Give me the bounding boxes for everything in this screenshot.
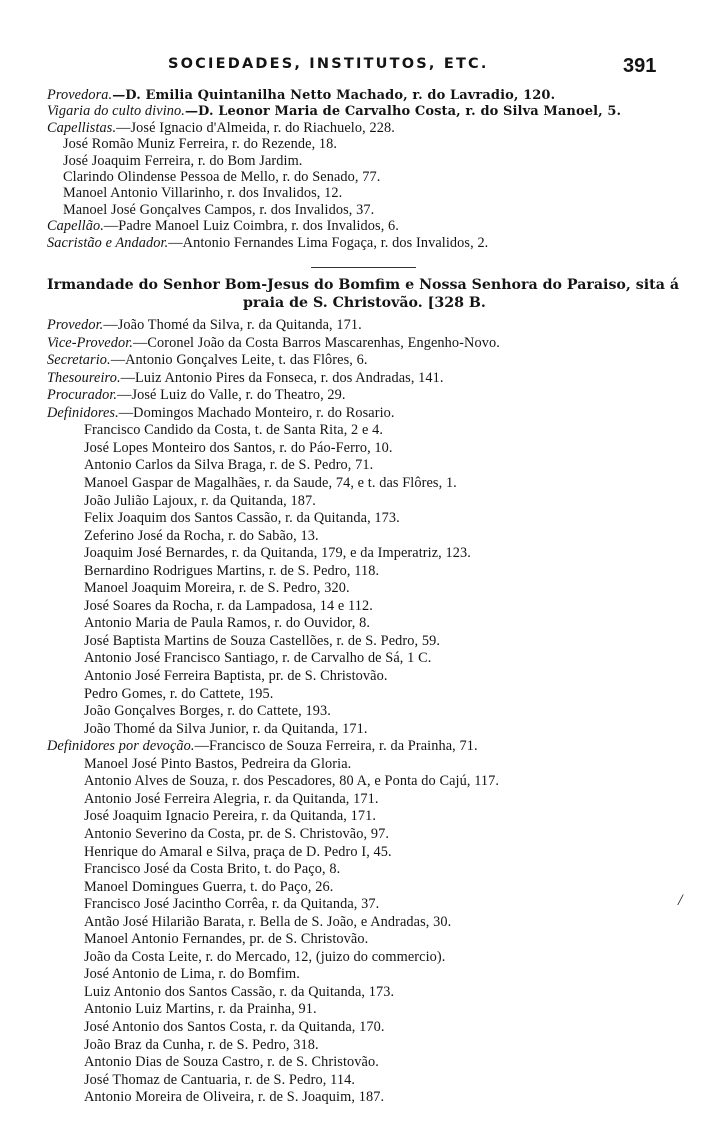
- entry-text: Joaquim José Bernardes, r. da Quitanda, 179, e da Imperatriz, 123.: [84, 545, 471, 562]
- entry-text: Francisco José Jacintho Corrêa, r. da Quitanda, 37.: [84, 896, 380, 913]
- entry-line: [84, 772, 499, 790]
- entry-role: Definidores por devoção.: [47, 738, 195, 755]
- entry-line: [84, 1036, 319, 1054]
- entry-text: —Luiz Antonio Pires da Fonseca, r. dos Andradas, 141.: [120, 369, 444, 386]
- entry-line: [84, 439, 393, 457]
- entry-line: [47, 119, 395, 137]
- entry-line: [84, 649, 431, 667]
- entry-line: [84, 1053, 379, 1071]
- entry-line: [84, 685, 273, 703]
- entry-line: [84, 632, 440, 650]
- entry-line: [47, 316, 362, 334]
- entry-line: [84, 790, 379, 808]
- entry-text: Clarindo Olindense Pessoa de Mello, r. do Senado, 77.: [63, 169, 381, 185]
- entry-text: Antonio José Francisco Santiago, r. de Carvalho de Sá, 1 C.: [84, 650, 432, 667]
- entry-text: João Gonçalves Borges, r. do Cattete, 193.: [84, 703, 331, 720]
- entry-text: —José Luiz do Valle, r. do Theatro, 29.: [117, 387, 346, 404]
- entry-line: [47, 351, 368, 369]
- entry-line: [84, 614, 370, 632]
- entry-text: —Antonio Gonçalves Leite, t. das Flôres, 6.: [110, 352, 368, 369]
- entry-role: Vice-Provedor.: [47, 334, 133, 351]
- entry-line: [63, 184, 342, 202]
- entry-text: Luiz Antonio dos Santos Cassão, r. da Quitanda, 173.: [84, 983, 395, 1000]
- entry-line: [84, 843, 392, 861]
- entry-text: Manoel José Pinto Bastos, Pedreira da Gloria.: [84, 755, 352, 772]
- entry-line: [47, 369, 444, 387]
- entry-text: —D. Emilia Quintanilha Netto Machado, r. do Lavradio, 120.: [112, 88, 556, 103]
- entry-text: João Thomé da Silva Junior, r. da Quitanda, 171.: [84, 720, 368, 737]
- entry-text: José Romão Muniz Ferreira, r. do Rezende, 18.: [63, 136, 338, 153]
- entry-line: [84, 1071, 355, 1089]
- entry-text: José Baptista Martins de Souza Castellões, r. de S. Pedro, 59.: [84, 632, 441, 649]
- entry-line: [84, 527, 319, 545]
- entry-text: Felix Joaquim dos Santos Cassão, r. da Quitanda, 173.: [84, 510, 400, 527]
- entry-line: [84, 983, 394, 1001]
- entry-line: [84, 667, 388, 685]
- entry-text: Antonio José Ferreira Baptista, pr. de S. Christovão.: [84, 668, 388, 684]
- entry-role: Provedora.: [47, 87, 113, 103]
- entry-line: [84, 579, 350, 597]
- entry-text: João Julião Lajoux, r. da Quitanda, 187.: [84, 492, 316, 509]
- entry-text: José Antonio de Lima, r. do Bomfim.: [84, 966, 300, 983]
- entry-text: Antonio Dias de Souza Castro, r. de S. Christovão.: [84, 1054, 379, 1071]
- entry-text: José Joaquim Ferreira, r. do Bom Jardim.: [63, 152, 303, 169]
- entry-line: [47, 217, 399, 235]
- entry-line: [63, 135, 337, 153]
- entry-text: Antonio Carlos da Silva Braga, r. de S. Pedro, 71.: [84, 457, 374, 474]
- entry-text: João da Costa Leite, r. do Mercado, 12, (juizo do commercio).: [84, 948, 446, 965]
- entry-role: Secretario.: [47, 352, 111, 369]
- page-number: 391: [623, 55, 657, 77]
- entry-text: Antonio Moreira de Oliveira, r. de S. Joaquim, 187.: [84, 1089, 385, 1106]
- margin-mark: /: [678, 892, 683, 909]
- entry-text: —Padre Manoel Luiz Coimbra, r. dos Invalidos, 6.: [103, 218, 399, 235]
- entry-text: Pedro Gomes, r. do Cattete, 195.: [84, 685, 274, 702]
- entry-text: Henrique do Amaral e Silva, praça de D. Pedro I, 45.: [84, 843, 392, 860]
- entry-text: José Thomaz de Cantuaria, r. de S. Pedro, 114.: [84, 1071, 356, 1088]
- entry-role: Capellão.: [47, 218, 104, 235]
- section-2-title-line2: praia de S. Christovão. [328 B.: [243, 295, 486, 311]
- entry-text: Manoel Antonio Villarinho, r. dos Invalidos, 12.: [63, 185, 343, 202]
- entry-text: Francisco Candido da Costa, t. de Santa Rita, 2 e 4.: [84, 422, 384, 439]
- entry-text: João Braz da Cunha, r. de S. Pedro, 318.: [84, 1036, 319, 1053]
- running-header: SOCIEDADES, INSTITUTOS, ETC.: [168, 56, 489, 72]
- entry-line: [47, 234, 488, 252]
- entry-text: Antão José Hilarião Barata, r. Bella de S. João, e Andradas, 30.: [84, 913, 452, 930]
- entry-role: Procurador.: [47, 387, 118, 404]
- entry-role: Provedor.: [47, 317, 104, 333]
- entry-text: —Domingos Machado Monteiro, r. do Rosario.: [118, 404, 395, 421]
- entry-text: José Soares da Rocha, r. da Lampadosa, 14 e 112.: [84, 597, 373, 614]
- entry-text: Manoel Domingues Guerra, t. do Paço, 26.: [84, 878, 334, 895]
- entry-line: [84, 913, 451, 931]
- entry-text: José Joaquim Ignacio Pereira, r. da Quitanda, 171.: [84, 808, 377, 825]
- entry-line: [84, 456, 373, 474]
- entry-text: Zeferino José da Rocha, r. do Sabão, 13.: [84, 527, 319, 544]
- entry-text: —José Ignacio d'Almeida, r. do Riachuelo, 228.: [116, 119, 395, 136]
- entry-text: Manoel José Gonçalves Campos, r. dos Invalidos, 37.: [63, 201, 375, 218]
- entry-line: [84, 930, 368, 948]
- entry-line: [84, 421, 383, 439]
- entry-line: [63, 152, 302, 170]
- section-2-title-line1: Irmandade do Senhor Bom-Jesus do Bomfim e Nossa Senhora do Paraiso, sita á: [47, 277, 680, 293]
- entry-line: [84, 562, 379, 580]
- entry-line: [63, 201, 374, 219]
- entry-text: —Antonio Fernandes Lima Fogaça, r. dos Invalidos, 2.: [168, 234, 489, 251]
- entry-line: [47, 737, 478, 755]
- entry-text: Antonio José Ferreira Alegria, r. da Quitanda, 171.: [84, 790, 379, 807]
- entry-line: [84, 755, 351, 773]
- entry-line: [84, 1000, 317, 1018]
- entry-role: Sacristão e Andador.: [47, 234, 169, 251]
- entry-text: —Francisco de Souza Ferreira, r. da Prainha, 71.: [194, 738, 478, 755]
- entry-line: [84, 807, 376, 825]
- entry-line: [84, 702, 331, 720]
- entry-role: Vigaria do culto divino.: [47, 103, 185, 120]
- entry-role: Capellistas.: [47, 119, 117, 136]
- entry-text: —Coronel João da Costa Barros Mascarenhas, Engenho-Novo.: [132, 334, 500, 351]
- entry-line: [84, 720, 368, 738]
- entry-text: Antonio Severino da Costa, pr. de S. Christovão, 97.: [84, 825, 390, 842]
- entry-line: [84, 492, 316, 510]
- entry-line: [47, 86, 555, 104]
- entry-text: Francisco José da Costa Brito, t. do Paço, 8.: [84, 861, 341, 878]
- entry-line: [84, 965, 300, 983]
- entry-line: [84, 1018, 385, 1036]
- entry-text: José Lopes Monteiro dos Santos, r. do Páo-Ferro, 10.: [84, 439, 393, 456]
- section-divider: [311, 267, 416, 268]
- entry-role: Definidores.: [47, 404, 119, 421]
- entry-line: [84, 1088, 384, 1106]
- entry-text: Manoel Gaspar de Magalhães, r. da Saude, 74, e t. das Flôres, 1.: [84, 474, 457, 491]
- entry-line: [47, 404, 395, 422]
- entry-line: [84, 544, 471, 562]
- entry-role: Thesoureiro.: [47, 369, 121, 386]
- entry-line: [84, 825, 389, 843]
- entry-line: [47, 386, 346, 404]
- entry-line: [84, 597, 373, 615]
- entry-text: Manoel Joaquim Moreira, r. de S. Pedro, 320.: [84, 580, 350, 597]
- entry-line: [84, 878, 333, 896]
- entry-line: [84, 509, 400, 527]
- entry-text: —João Thomé da Silva, r. da Quitanda, 171.: [103, 317, 362, 333]
- entry-text: —D. Leonor Maria de Carvalho Costa, r. do Silva Manoel, 5.: [184, 104, 622, 120]
- entry-text: Manoel Antonio Fernandes, pr. de S. Christovão.: [84, 931, 369, 948]
- entry-line: [84, 948, 445, 966]
- entry-line: [84, 474, 457, 492]
- entry-line: [84, 895, 379, 913]
- entry-text: Antonio Maria de Paula Ramos, r. do Ouvidor, 8.: [84, 615, 371, 632]
- entry-text: Bernardino Rodrigues Martins, r. de S. Pedro, 118.: [84, 562, 380, 579]
- entry-line: [63, 168, 380, 186]
- entry-text: Antonio Luiz Martins, r. da Prainha, 91.: [84, 1001, 317, 1018]
- entry-line: [47, 102, 621, 120]
- entry-line: [84, 860, 340, 878]
- entry-line: [47, 334, 500, 352]
- entry-text: José Antonio dos Santos Costa, r. da Quitanda, 170.: [84, 1019, 385, 1035]
- entry-text: Antonio Alves de Souza, r. dos Pescadores, 80 A, e Ponta do Cajú, 117.: [84, 773, 500, 790]
